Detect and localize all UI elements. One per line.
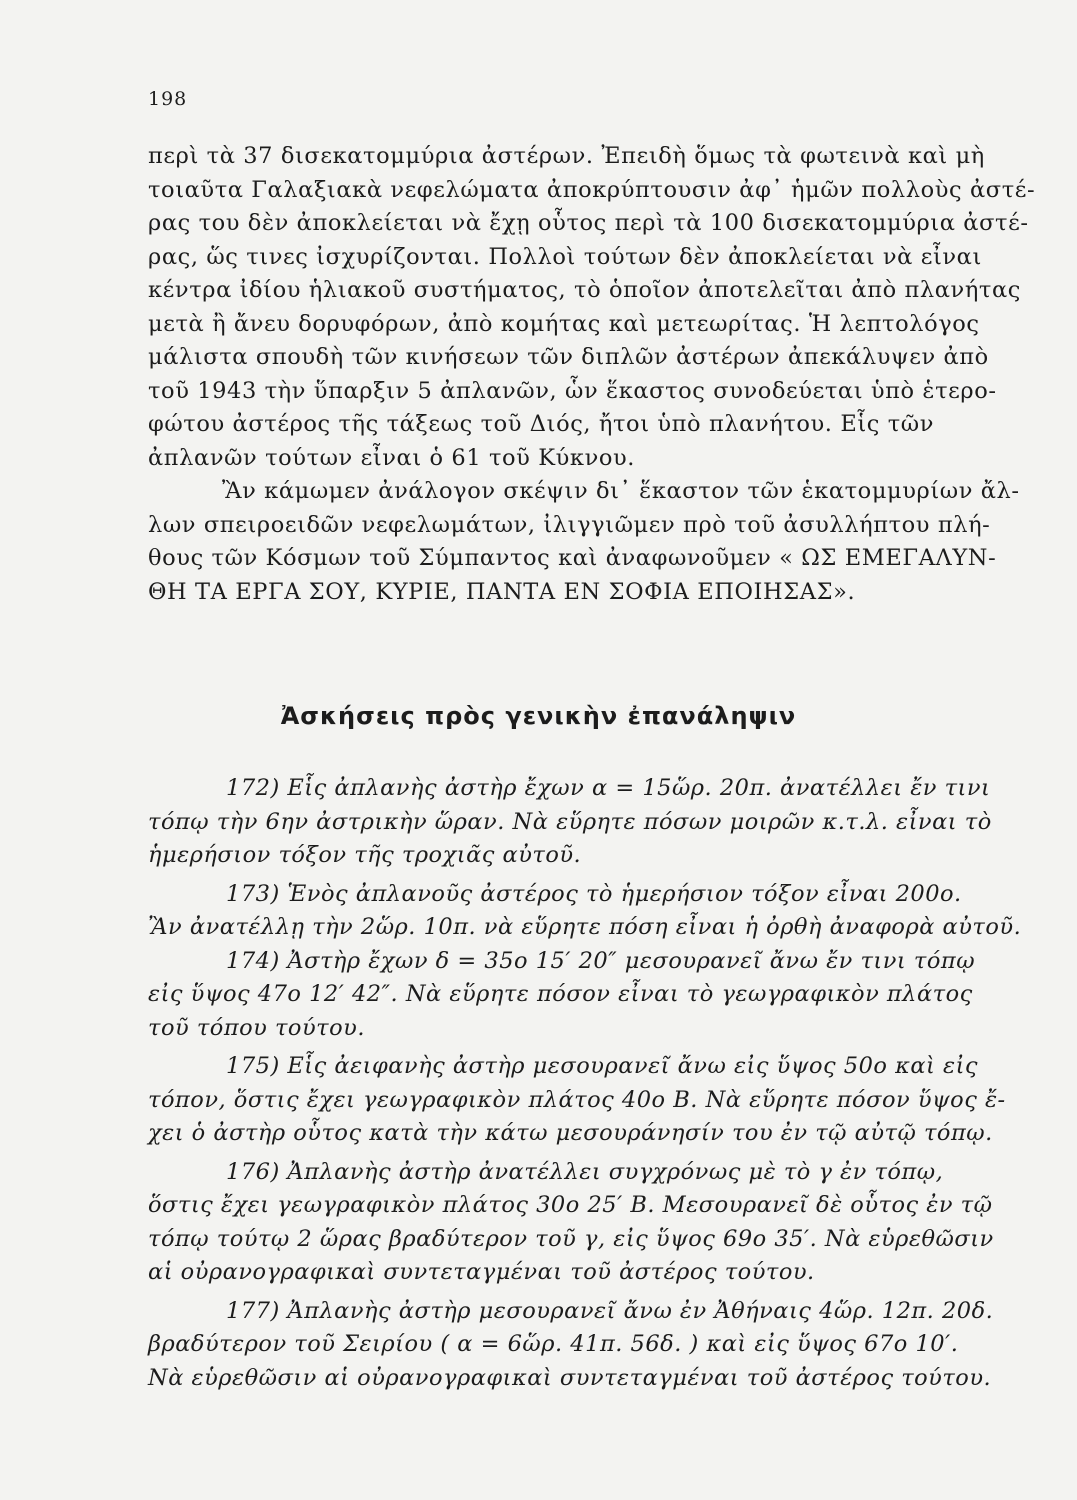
exercise-176 bbox=[148, 1156, 1038, 1290]
exercise-line: 174) Ἀστὴρ ἔχων δ = 35ο 15′ 20″ μεσουρανεῖ ἄνω ἔν τινι τόπῳ bbox=[226, 947, 976, 974]
text-line: κέντρα ἰδίου ἡλιακοῦ συστήματος, τὸ ὁποῖον ἀποτελεῖται ἀπὸ πλανήτας bbox=[148, 277, 1021, 303]
exercise-line: 177) Ἀπλανὴς ἀστὴρ μεσουρανεῖ ἄνω ἐν Ἀθήναις 4ὥρ. 12π. 20δ. bbox=[226, 1297, 994, 1324]
exercise-line: τοῦ τόπου τούτου. bbox=[148, 1014, 365, 1041]
exercise-line: 176) Ἀπλανὴς ἀστὴρ ἀνατέλλει συγχρόνως μὲ τὸ γ ἐν τόπῳ, bbox=[226, 1158, 944, 1185]
exercise-line: βραδύτερον τοῦ Σειρίου ( α = 6ὥρ. 41π. 56δ. ) καὶ εἰς ὕψος 67ο 10′. bbox=[148, 1331, 959, 1357]
exercise-175 bbox=[148, 1050, 1038, 1151]
exercise-177 bbox=[148, 1295, 1038, 1396]
exercise-line: Νὰ εὑρεθῶσιν αἱ οὐρανογραφικαὶ συντεταγμέναι τοῦ ἀστέρος τούτου. bbox=[148, 1364, 992, 1391]
text-line: μετὰ ἢ ἄνευ δορυφόρων, ἀπὸ κομήτας καὶ μετεωρίτας. Ἡ λεπτολόγος bbox=[148, 310, 980, 337]
exercise-line: τόπον, ὅστις ἔχει γεωγραφικὸν πλάτος 40ο Β. Νὰ εὕρητε πόσον ὕψος ἔ- bbox=[148, 1086, 1006, 1113]
exercise-line: 172) Εἷς ἀπλανὴς ἀστὴρ ἔχων α = 15ὥρ. 20π. ἀνατέλλει ἔν τινι bbox=[226, 775, 991, 801]
exercise-line: αἱ οὐρανογραφικαὶ συντεταγμέναι τοῦ ἀστέρος τούτου. bbox=[148, 1259, 815, 1285]
section-heading: Ἀσκήσεις πρὸς γενικὴν ἐπανάληψιν bbox=[280, 702, 797, 730]
body-text bbox=[148, 140, 1036, 609]
text-line: ΘΗ ΤΑ ΕΡΓΑ ΣΟΥ, ΚΥΡΙΕ, ΠΑΝΤΑ ΕΝ ΣΟΦΙΑ ΕΠΟΙΗΣΑΣ». bbox=[148, 578, 856, 605]
text-line: ἀπλανῶν τούτων εἶναι ὁ 61 τοῦ Κύκνου. bbox=[148, 444, 636, 471]
exercise-line: ὅστις ἔχει γεωγραφικὸν πλάτος 30ο 25′ Β. Μεσουρανεῖ δὲ οὗτος ἐν τῷ bbox=[148, 1192, 993, 1218]
exercise-line: τόπῳ τὴν 6ην ἀστρικὴν ὥραν. Νὰ εὕρητε πόσων μοιρῶν κ.τ.λ. εἶναι τὸ bbox=[148, 808, 992, 835]
paragraph bbox=[148, 140, 1036, 475]
exercise-line: 173) Ἑνὸς ἀπλανοῦς ἀστέρος τὸ ἡμερήσιον τόξον εἶναι 200ο. bbox=[226, 880, 962, 907]
text-line: Ἂν κάμωμεν ἀνάλογον σκέψιν δι᾽ ἕκαστον τῶν ἑκατομμυρίων ἄλ- bbox=[222, 478, 1020, 504]
text-line: ρας του δὲν ἀποκλείεται νὰ ἔχῃ οὗτος περὶ τὰ 100 δισεκατομμύρια ἀστέ- bbox=[148, 210, 1029, 236]
exercise-line: 175) Εἷς ἀειφανὴς ἀστὴρ μεσουρανεῖ ἄνω εἰς ὕψος 50ο καὶ εἰς bbox=[226, 1053, 979, 1079]
exercise-172 bbox=[148, 772, 1038, 873]
text-line: περὶ τὰ 37 δισεκατομμύρια ἀστέρων. Ἐπειδὴ ὅμως τὰ φωτεινὰ καὶ μὴ bbox=[148, 143, 985, 169]
exercise-line: τόπῳ τούτῳ 2 ὥρας βραδύτερον τοῦ γ, εἰς ὕψος 69ο 35′. Νὰ εὑρεθῶσιν bbox=[148, 1225, 994, 1252]
exercise-173 bbox=[148, 878, 1038, 945]
paragraph bbox=[148, 475, 1030, 609]
text-line: τοιαῦτα Γαλαξιακὰ νεφελώματα ἀποκρύπτουσιν ἀφ᾽ ἡμῶν πολλοὺς ἀστέ- bbox=[148, 176, 1036, 203]
text-line: λων σπειροειδῶν νεφελωμάτων, ἰλιγγιῶμεν πρὸ τοῦ ἀσυλλήπτου πλή- bbox=[148, 511, 991, 538]
text-line: μάλιστα σπουδὴ τῶν κινήσεων τῶν διπλῶν ἀστέρων ἀπεκάλυψεν ἀπὸ bbox=[148, 344, 989, 370]
text-line: ρας, ὥς τινες ἰσχυρίζονται. Πολλοὶ τούτων δὲν ἀποκλείεται νὰ εἶναι bbox=[148, 243, 982, 270]
text-line: τοῦ 1943 τὴν ὕπαρξιν 5 ἀπλανῶν, ὧν ἕκαστος συνοδεύεται ὑπὸ ἑτερο- bbox=[148, 377, 997, 404]
exercise-line: ἡμερήσιον τόξον τῆς τροχιᾶς αὐτοῦ. bbox=[148, 842, 582, 868]
text-line: φώτου ἀστέρος τῆς τάξεως τοῦ Διός, ἤτοι ὑπὸ πλανήτου. Εἷς τῶν bbox=[148, 411, 934, 437]
exercise-line: εἰς ὕψος 47ο 12′ 42″. Νὰ εὕρητε πόσον εἶναι τὸ γεωγραφικὸν πλάτος bbox=[148, 981, 973, 1007]
exercise-174 bbox=[148, 945, 1038, 1046]
exercise-list bbox=[148, 772, 1038, 1400]
page-number: 198 bbox=[148, 88, 188, 110]
exercise-line: Ἂν ἀνατέλλῃ τὴν 2ὥρ. 10π. νὰ εὕρητε πόση εἶναι ἡ ὀρθὴ ἀναφορὰ αὐτοῦ. bbox=[148, 914, 1022, 940]
exercise-line: χει ὁ ἀστὴρ οὗτος κατὰ τὴν κάτω μεσουράνησίν του ἐν τῷ αὐτῷ τόπῳ. bbox=[148, 1120, 993, 1146]
text-line: θους τῶν Κόσμων τοῦ Σύμπαντος καὶ ἀναφωνοῦμεν « ΩΣ ΕΜΕΓΑΛΥΝ- bbox=[148, 545, 997, 571]
